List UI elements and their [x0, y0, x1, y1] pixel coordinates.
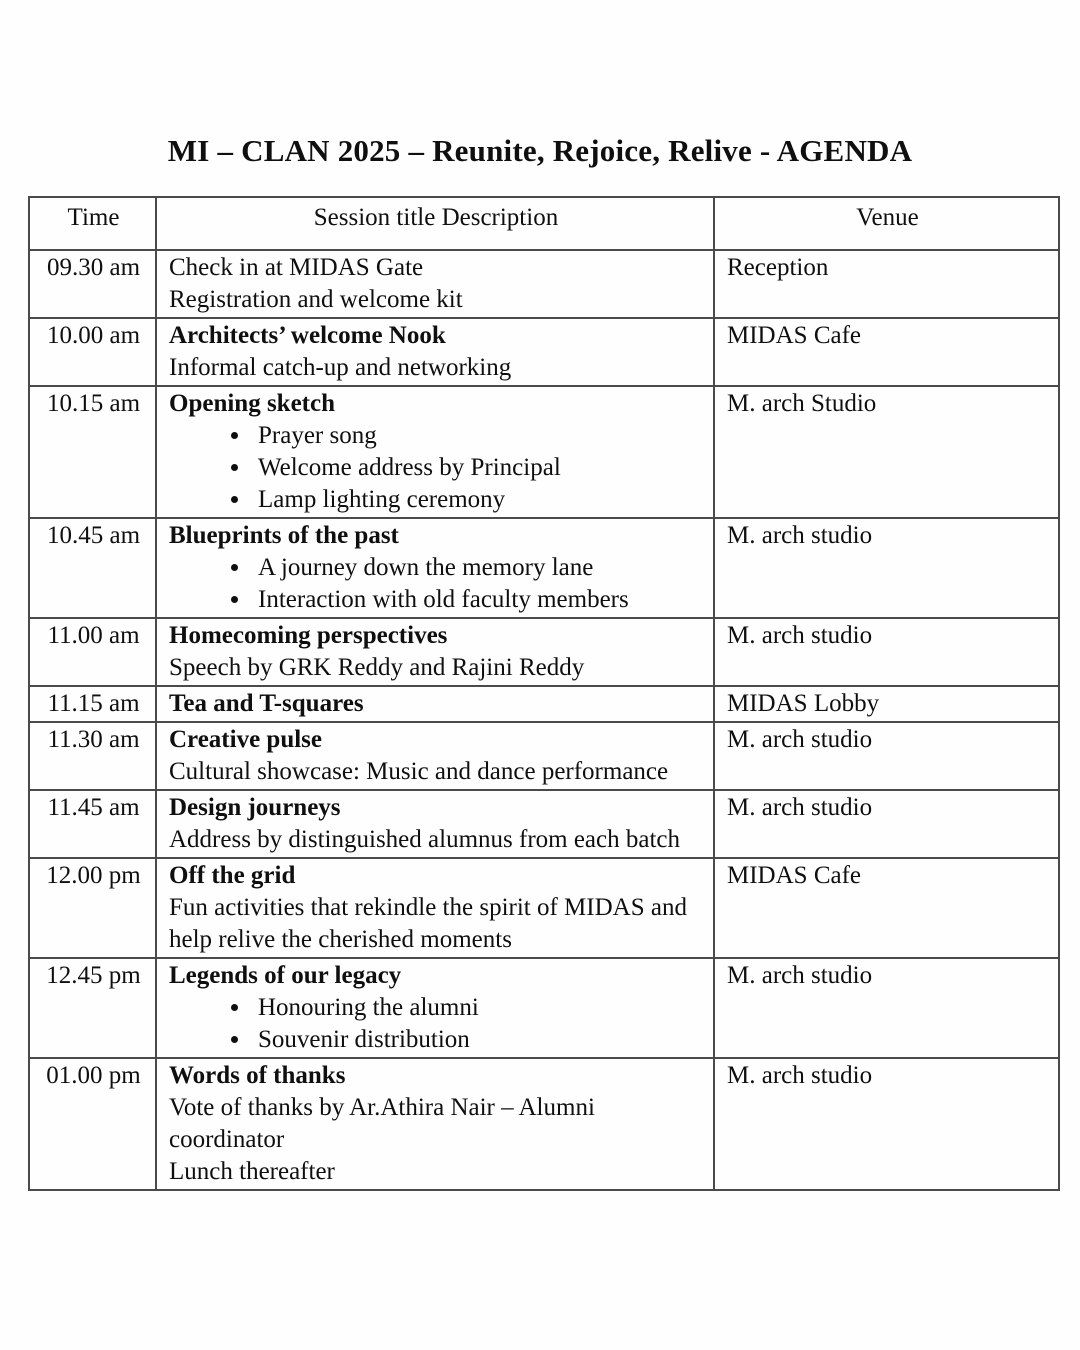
time-cell: 09.30 am — [29, 250, 156, 318]
table-row — [29, 790, 1059, 858]
table-row — [29, 722, 1059, 790]
session-title: Design journeys — [169, 794, 341, 821]
session-cell — [156, 318, 714, 386]
column-header-session-title-description: Session title Description — [156, 197, 714, 250]
session-bullet-item: • Lamp lighting ceremony — [252, 484, 703, 516]
table-row — [29, 318, 1059, 386]
session-description: Fun activities that rekindle the spirit of MIDAS and help relive the cherished moments — [169, 894, 687, 953]
venue-cell: MIDAS Cafe — [714, 318, 1059, 386]
time-cell: 12.45 pm — [29, 958, 156, 1058]
session-title: Creative pulse — [169, 726, 322, 753]
session-description: Registration and welcome kit — [169, 286, 463, 313]
session-description: Lunch thereafter — [169, 1158, 335, 1185]
session-title: Architects’ welcome Nook — [169, 322, 446, 349]
session-bullet-item: • Prayer song — [252, 420, 703, 452]
session-cell — [156, 250, 714, 318]
session-title: Tea and T-squares — [169, 690, 364, 717]
session-cell — [156, 386, 714, 518]
session-bullet-item: • Souvenir distribution — [252, 1024, 703, 1056]
time-cell: 10.45 am — [29, 518, 156, 618]
session-title: Words of thanks — [169, 1062, 346, 1089]
venue-cell: M. arch studio — [714, 722, 1059, 790]
session-cell — [156, 790, 714, 858]
session-description: Speech by GRK Reddy and Rajini Reddy — [169, 654, 585, 681]
session-cell — [156, 958, 714, 1058]
time-cell: 11.15 am — [29, 686, 156, 722]
table-row — [29, 386, 1059, 518]
table-row — [29, 250, 1059, 318]
session-title: Off the grid — [169, 862, 296, 889]
column-header-venue: Venue — [714, 197, 1059, 250]
session-cell — [156, 686, 714, 722]
table-row — [29, 958, 1059, 1058]
table-row — [29, 618, 1059, 686]
table-row — [29, 518, 1059, 618]
time-cell: 10.15 am — [29, 386, 156, 518]
session-cell — [156, 858, 714, 958]
time-cell: 10.00 am — [29, 318, 156, 386]
session-title: Homecoming perspectives — [169, 622, 448, 649]
session-bullet-list — [169, 420, 703, 516]
venue-cell: M. arch studio — [714, 518, 1059, 618]
column-header-time: Time — [29, 197, 156, 250]
session-bullet-item: • Welcome address by Principal — [252, 452, 703, 484]
time-cell: 11.45 am — [29, 790, 156, 858]
time-cell: 11.00 am — [29, 618, 156, 686]
venue-cell: M. arch studio — [714, 958, 1059, 1058]
agenda-table — [28, 196, 1060, 1191]
venue-cell: M. arch studio — [714, 1058, 1059, 1190]
agenda-table-header — [29, 197, 1059, 250]
venue-cell: M. arch studio — [714, 618, 1059, 686]
session-bullet-item: • Interaction with old faculty members — [252, 584, 703, 616]
session-cell — [156, 722, 714, 790]
session-title: Legends of our legacy — [169, 962, 402, 989]
session-description: Address by distinguished alumnus from each batch — [169, 826, 681, 853]
session-description: Informal catch-up and networking — [169, 354, 512, 381]
venue-cell: M. arch studio — [714, 790, 1059, 858]
session-description: Vote of thanks by Ar.Athira Nair – Alumni coordinator — [169, 1094, 595, 1153]
venue-cell: M. arch Studio — [714, 386, 1059, 518]
session-bullet-item: • A journey down the memory lane — [252, 552, 703, 584]
session-cell — [156, 618, 714, 686]
session-bullet-list — [169, 552, 703, 616]
table-row — [29, 858, 1059, 958]
table-row — [29, 1058, 1059, 1190]
table-row — [29, 686, 1059, 722]
session-title: Check in at MIDAS Gate — [169, 254, 424, 281]
venue-cell: MIDAS Cafe — [714, 858, 1059, 958]
session-bullet-item: • Honouring the alumni — [252, 992, 703, 1024]
session-title: Opening sketch — [169, 390, 336, 417]
time-cell: 01.00 pm — [29, 1058, 156, 1190]
session-description: Cultural showcase: Music and dance performance — [169, 758, 669, 785]
session-cell — [156, 1058, 714, 1190]
session-cell — [156, 518, 714, 618]
header-row — [29, 197, 1059, 250]
venue-cell: MIDAS Lobby — [714, 686, 1059, 722]
session-title: Blueprints of the past — [169, 522, 399, 549]
time-cell: 11.30 am — [29, 722, 156, 790]
venue-cell: Reception — [714, 250, 1059, 318]
agenda-table-body — [29, 250, 1059, 1190]
page-title: MI – CLAN 2025 – Reunite, Rejoice, Relive - AGENDA — [167, 133, 913, 168]
session-bullet-list — [169, 992, 703, 1056]
time-cell: 12.00 pm — [29, 858, 156, 958]
